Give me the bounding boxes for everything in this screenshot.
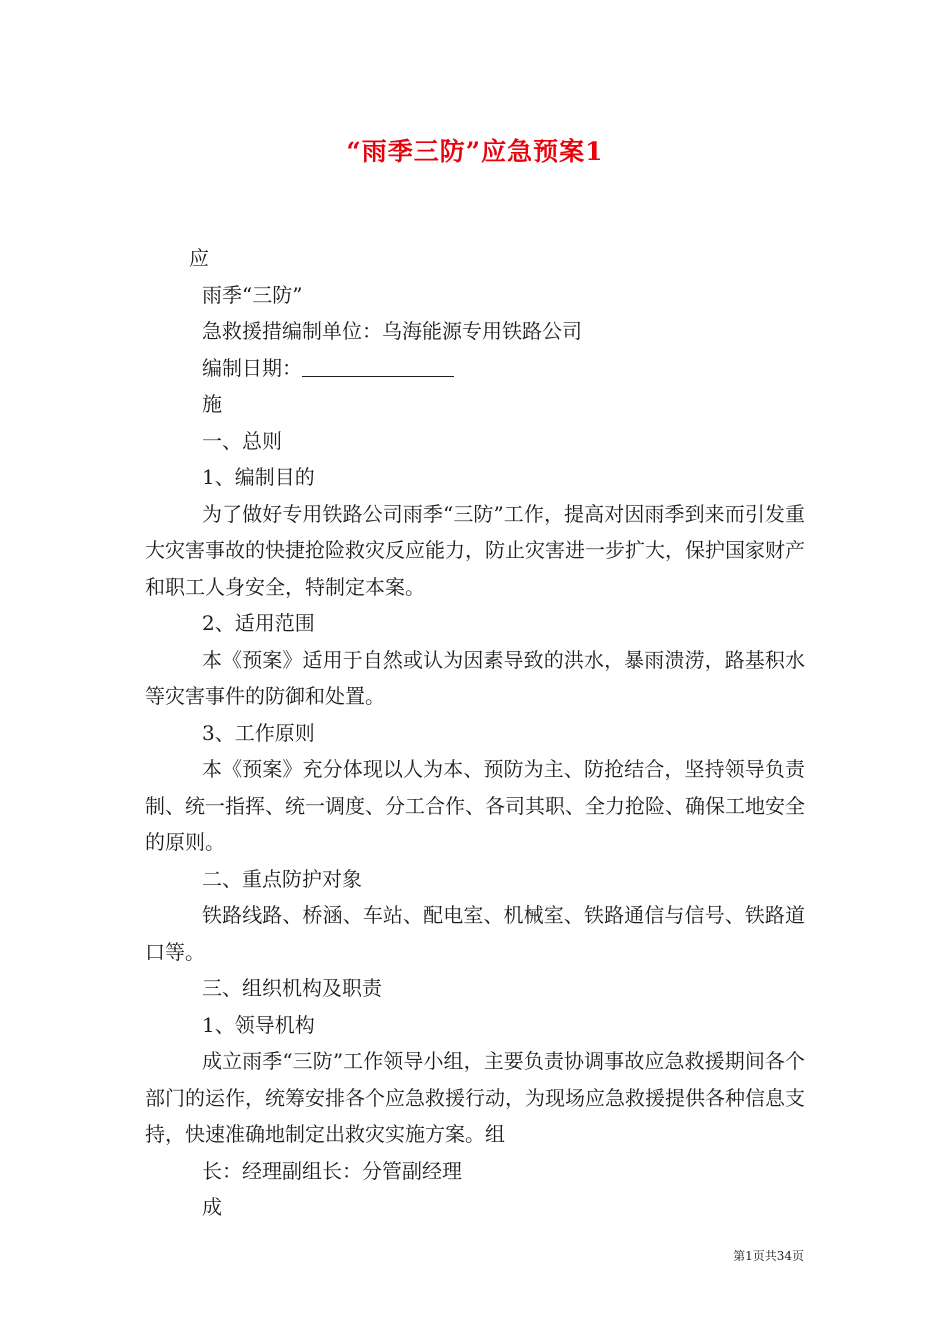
document-title: “雨季三防”应急预案1 [346, 137, 604, 166]
paragraph: 为了做好专用铁路公司雨季“三防”工作，提高对因雨季到来而引发重大灾害事故的快捷抢险救灾反应能力，防止灾害进一步扩大，保护国家财产和职工人身安全，特制定本案。 [145, 501, 805, 599]
paragraph: 本《预案》充分体现以人为本、预防为主、防抢结合，坚持领导负责制、统一指挥、统一调度、分工合作、各司其职、全力抢险、确保工地安全的原则。 [145, 757, 805, 854]
text-line: 急救援措编制单位：乌海能源专用铁路公司 [202, 319, 582, 343]
subsection-heading: 1、编制目的 [202, 465, 315, 489]
date-line [145, 350, 805, 387]
subsection-heading: 1、领导机构 [202, 1012, 315, 1037]
paragraph: 成立雨季“三防”工作领导小组，主要负责协调事故应急救援期间各个部门的运作，统筹安排各个应急救援行动，为现场应急救援提供各种信息支持，快速准确地制定出救灾实施方案。组 [145, 1049, 805, 1146]
subsection-heading: 3、工作原则 [202, 720, 315, 745]
date-label: 编制日期： [202, 355, 302, 380]
date-blank [302, 356, 454, 377]
text-line: 应 [189, 246, 209, 270]
subsection-heading: 2、适用范围 [202, 611, 315, 635]
section-heading: 三、组织机构及职责 [202, 976, 382, 1000]
section-heading: 二、重点防护对象 [202, 866, 362, 891]
text-line: 长：经理副组长：分管副经理 [202, 1158, 462, 1183]
page-number: 第1页共34页 [733, 1249, 804, 1263]
paragraph: 铁路线路、桥涵、车站、配电室、机械室、铁路通信与信号、铁路道口等。 [145, 903, 805, 964]
text-line: 施 [202, 392, 222, 416]
section-heading: 一、总则 [202, 428, 282, 453]
text-line: 雨季“三防” [202, 282, 303, 307]
document-body [145, 240, 805, 1226]
text-line: 成 [202, 1195, 222, 1219]
paragraph: 本《预案》适用于自然或认为因素导致的洪水，暴雨溃涝，路基积水等灾害事件的防御和处置。 [145, 647, 805, 708]
